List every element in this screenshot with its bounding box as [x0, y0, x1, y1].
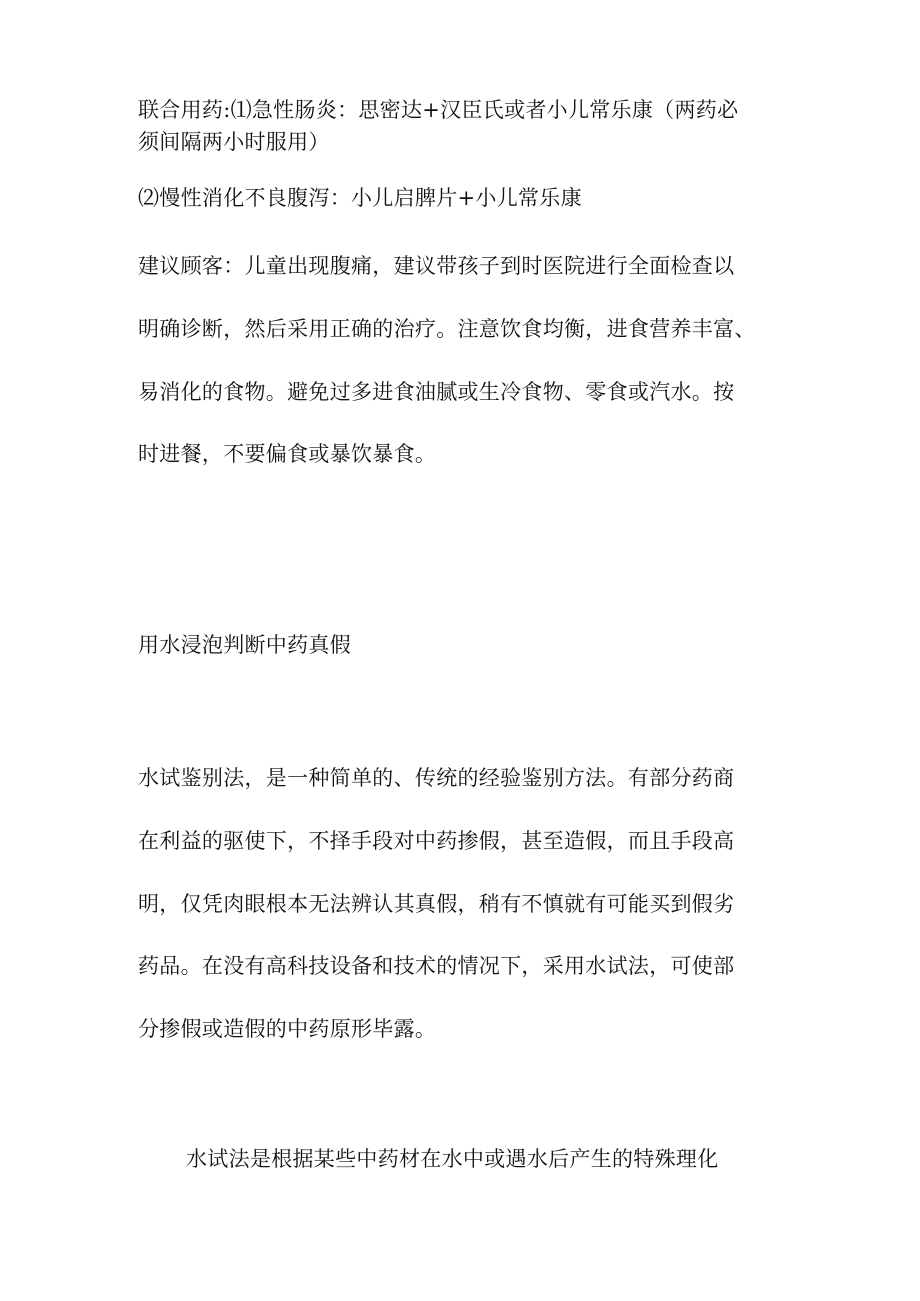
text-line-advice-4: 时进餐，不要偏食或暴饮暴食。 [138, 442, 437, 466]
section-heading: 用水浸泡判断中药真假 [138, 633, 351, 657]
text-line-water-test-1: 水试鉴别法，是一种简单的、传统的经验鉴别方法。有部分药商 [138, 766, 735, 790]
text-line-water-test-5: 分掺假或造假的中药原形毕露。 [138, 1017, 437, 1041]
text-line-water-test-2: 在利益的驱使下，不择手段对中药掺假，甚至造假，而且手段高 [138, 829, 735, 853]
text-line-combo-drug-2: 须间隔两小时服用） [138, 130, 330, 154]
text-line-combo-drug-1: 联合用药:⑴急性肠炎：思密达+汉臣氏或者小儿常乐康（两药必 [138, 98, 739, 122]
text-line-water-test-4: 药品。在没有高科技设备和技术的情况下，采用水试法，可使部 [138, 954, 735, 978]
text-line-chronic-diarrhea: ⑵慢性消化不良腹泻：小儿启脾片+小儿常乐康 [138, 186, 582, 210]
text-line-water-test-3: 明，仅凭肉眼根本无法辨认其真假，稍有不慎就有可能买到假劣 [138, 892, 735, 916]
text-line-advice-3: 易消化的食物。避免过多进食油腻或生冷食物、零食或汽水。按 [138, 380, 735, 404]
text-line-advice-2: 明确诊断，然后采用正确的治疗。注意饮食均衡，进食营养丰富、 [138, 317, 756, 341]
text-line-water-test-principle: 水试法是根据某些中药材在水中或遇水后产生的特殊理化 [186, 1147, 719, 1171]
text-line-advice-1: 建议顾客：儿童出现腹痛，建议带孩子到时医院进行全面检查以 [138, 254, 735, 278]
